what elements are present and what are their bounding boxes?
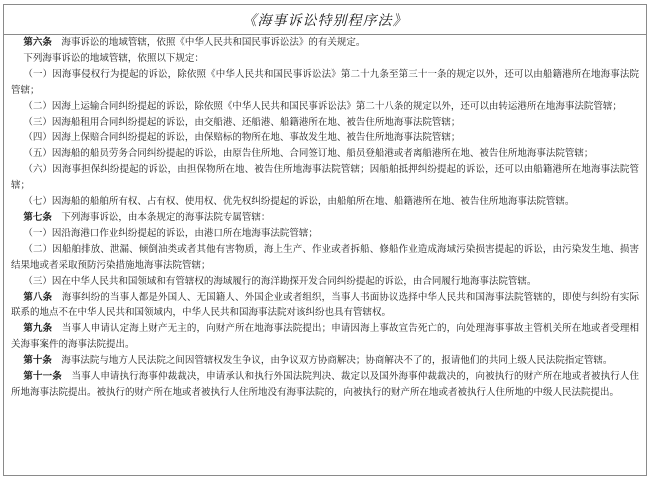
paragraph-text: 下列海事诉讼，由本条规定的海事法院专属管辖： (61, 211, 271, 223)
article-paragraph (11, 369, 639, 401)
paragraph-text: 海事诉讼的地域管辖，依照《中华人民共和国民事诉讼法》的有关规定。 (61, 37, 366, 48)
paragraph-text: （三）因海船租用合同纠纷提起的诉讼，由交船港、还船港、船籍港所在地、被告住所地海事法院管辖； (23, 116, 461, 128)
article-paragraph (11, 321, 639, 353)
clause-paragraph (11, 99, 639, 115)
paragraph-text: 下列海事诉讼的地域管辖，依照以下规定： (23, 52, 204, 64)
article-label: 第八条 (23, 291, 53, 303)
paragraph-text: （七）因海船的船舶所有权、占有权、使用权、优先权纠纷提起的诉讼，由船舶所在地、船籍港所在地、被告住所地海事法院管辖。 (23, 196, 575, 208)
clause-paragraph (11, 130, 639, 146)
clause-paragraph (11, 274, 639, 290)
clause-paragraph (11, 115, 639, 131)
paragraph-text: （三）因在中华人民共和国领域和有管辖权的海域履行的海洋勘探开发合同纠纷提起的诉讼，由合同履行地海事法院管辖。 (23, 275, 537, 287)
clause-paragraph (11, 162, 639, 194)
article-paragraph (11, 210, 639, 226)
document-title: 《海事诉讼特别程序法》 (242, 12, 408, 29)
article-paragraph (11, 35, 639, 51)
paragraph-text: （四）因海上保赔合同纠纷提起的诉讼，由保赔标的物所在地、事故发生地、被告住所地海事法院管辖； (23, 132, 461, 144)
article-paragraph (11, 353, 639, 369)
paragraph-text: 当事人申请认定海上财产无主的，向财产所在地海事法院提出；申请因海上事故宣告死亡的，向处理海事事故主管机关所在地或者受理相关海事案件的海事法院提出。 (11, 323, 639, 351)
article-label: 第七条 (23, 211, 52, 223)
paragraph-text: （二）因海上运输合同纠纷提起的诉讼，除依照《中华人民共和国民事诉讼法》第二十八条的规定以外，还可以由转运港所在地海事法院管辖； (23, 100, 622, 112)
paragraph-text: （一）因沿海港口作业纠纷提起的诉讼，由港口所在地海事法院管辖； (23, 227, 318, 239)
clause-paragraph (11, 194, 639, 210)
paragraph-text: （六）因海事担保纠纷提起的诉讼，由担保物所在地、被告住所地海事法院管辖；因船舶抵押纠纷提起的诉讼，还可以由船籍港所在地海事法院管辖； (11, 164, 639, 192)
article-label: 第十一条 (23, 371, 62, 383)
article-paragraph (11, 290, 639, 322)
article-label: 第九条 (23, 323, 53, 335)
paragraph-text: 海事纠纷的当事人都是外国人、无国籍人、外国企业或者组织，当事人书面协议选择中华人民共和国海事法院管辖的，即使与纠纷有实际联系的地点不在中华人民共和国领域内，中华人民共和国海事法院对该纠纷也具有管辖权。 (11, 291, 639, 319)
paragraph-text: （一）因海事侵权行为提起的诉讼，除依照《中华人民共和国民事诉讼法》第二十九条至第三十一条的规定以外，还可以由船籍港所在地海事法院管辖； (11, 68, 639, 96)
paragraph-text: 当事人申请执行海事仲裁裁决，申请承认和执行外国法院判决、裁定以及国外海事仲裁裁决的，向被执行的财产所在地或者被执行人住所地海事法院提出。被执行的财产所在地或者被执行人住所地没有海事法院的，向被执行的财产所在地或者被执行人住所地的中级人民法院提出。 (11, 371, 639, 398)
clause-paragraph (11, 242, 639, 274)
article-label: 第六条 (23, 37, 52, 48)
paragraph-text: 海事法院与地方人民法院之间因管辖权发生争议，由争议双方协商解决；协商解决不了的，报请他们的共同上级人民法院指定管辖。 (61, 355, 613, 367)
paragraph-text: （二）因船舶排放、泄漏、倾倒油类或者其他有害物质，海上生产、作业或者拆船、修船作业造成海域污染损害提起的诉讼，由污染发生地、损害结果地或者采取预防污染措施地海事法院管辖； (11, 243, 639, 271)
article-label: 第十条 (23, 355, 52, 367)
document-frame (3, 4, 647, 476)
clause-paragraph (11, 67, 639, 99)
clause-paragraph (11, 51, 639, 67)
clause-paragraph (11, 226, 639, 242)
clause-paragraph (11, 146, 639, 162)
paragraph-text: （五）因海船的船员劳务合同纠纷提起的诉讼，由原告住所地、合同签订地、船员登船港或者离船港所在地、被告住所地海事法院管辖； (23, 148, 594, 160)
document-body (11, 35, 639, 401)
